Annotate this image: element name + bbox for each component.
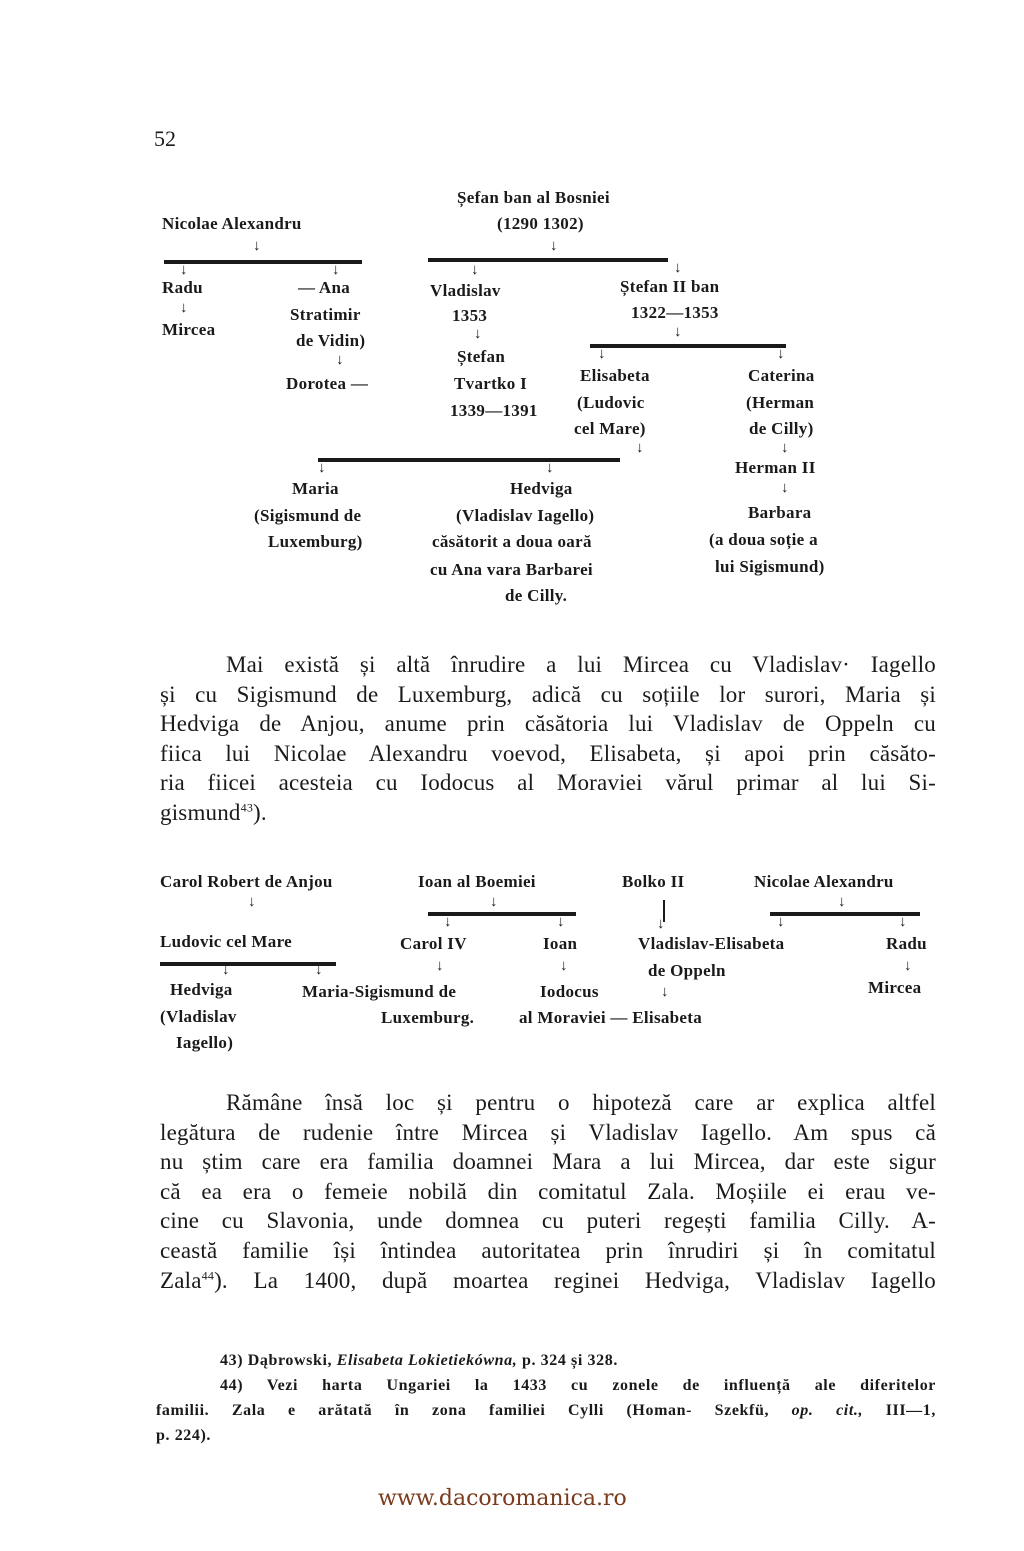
tree1-nicolae: Nicolae Alexandru	[162, 214, 302, 233]
tree2-al-moraviei: al Moraviei — Elisabeta	[519, 1008, 703, 1027]
tree1-vladislav: Vladislav	[430, 281, 501, 300]
text-fragment: familii. Zala e arătată în zona familiei Cylli (Homan- Szekfü,	[156, 1402, 792, 1419]
tree1-de-vidin: de Vidin)	[296, 331, 366, 350]
arrow-down-icon: ↓	[180, 262, 188, 278]
footnote-44-cont	[156, 1398, 936, 1423]
tree2-carol-iv: Carol IV	[400, 934, 467, 953]
footnote-ref-43[interactable]: 43	[240, 800, 254, 815]
tree2-luxemburg: Luxemburg.	[381, 1008, 475, 1027]
tree2-carol-robert: Carol Robert de Anjou	[160, 872, 333, 891]
tree1-barbara-note2: lui Sigismund)	[715, 557, 825, 576]
text-line: și cu Sigismund de Luxemburg, adică cu soțiile lor surori, Maria și	[160, 681, 936, 707]
sibling-bar	[770, 912, 920, 916]
tree2-ioan-boemiei: Ioan al Boemiei	[418, 872, 536, 891]
tree1-dorotea: Dorotea —	[286, 374, 369, 393]
tree2-nicolae: Nicolae Alexandru	[754, 872, 894, 891]
tree2-ioan: Ioan	[543, 934, 578, 953]
text-line	[160, 798, 936, 828]
arrow-down-icon: ↓	[318, 460, 326, 476]
tree2-hedviga: Hedviga	[170, 980, 233, 999]
text-line: că ea era o femeie nobilă din comitatul Zala. Moșiile ei erau ve-	[160, 1178, 936, 1204]
tree1-casatorit: căsătorit a doua oară	[432, 532, 592, 551]
tree2-vladislav: (Vladislav	[160, 1007, 237, 1026]
text-line: fiica lui Nicolae Alexandru voevod, Elisabeta, și apoi prin căsăto-	[160, 740, 936, 766]
footnote-ref-44[interactable]: 44	[201, 1267, 215, 1282]
paragraph-2	[160, 1088, 936, 1295]
footnote-44-end: p. 224).	[156, 1427, 212, 1444]
arrow-down-icon: ↓	[222, 962, 230, 978]
tree1-elisabeta: Elisabeta	[580, 366, 650, 385]
arrow-down-icon: ↓	[471, 262, 479, 278]
tree2-ludovic: Ludovic cel Mare	[160, 932, 292, 951]
text-line: legătura de rudenie între Mircea și Vladislav Iagello. Am spus că	[160, 1119, 936, 1145]
tree1-hedviga: Hedviga	[510, 479, 573, 498]
tree1-herman-ii: Herman II	[735, 458, 816, 477]
text-fragment: 43) Dąbrowski,	[220, 1352, 337, 1369]
tree2-iodocus: Iodocus	[540, 982, 599, 1001]
paragraph-1	[160, 650, 936, 828]
arrow-down-icon: ↓	[180, 300, 188, 316]
arrow-down-icon: ↓	[336, 352, 344, 368]
tree1-stratimir: Stratimir	[290, 305, 361, 324]
text-fragment-italic: Elisabeta Lokietiekówna,	[336, 1352, 518, 1369]
arrow-down-icon: ↓	[436, 958, 444, 974]
arrow-down-icon: ↓	[904, 958, 912, 974]
text-line: Hedviga de Anjou, anume prin căsătoria lui Vladislav de Oppeln cu	[160, 711, 936, 737]
arrow-down-icon: ↓	[490, 894, 498, 910]
text-line: cine cu Slavonia, unde domnea cu puteri regești familia Cilly. A-	[160, 1208, 936, 1234]
tree1-stefan-ii: Ștefan II ban	[620, 277, 720, 296]
tree1-cu-ana: cu Ana vara Barbarei	[430, 560, 593, 579]
text-fragment: Zala	[160, 1267, 202, 1293]
tree1-herman: (Herman	[746, 393, 815, 412]
tree1-vladislav-iagello: (Vladislav Iagello)	[456, 506, 595, 525]
text-line	[160, 1266, 936, 1296]
arrow-down-icon: ↓	[557, 914, 565, 930]
arrow-down-icon: ↓	[598, 346, 606, 362]
tree2-de-oppeln: de Oppeln	[648, 961, 726, 980]
arrow-down-icon: ↓	[777, 346, 785, 362]
text-line: Rămâne însă loc și pentru o hipoteză care ar explica altfel	[226, 1090, 936, 1115]
arrow-down-icon: ↓	[546, 460, 554, 476]
tree1-de-cilly: de Cilly)	[749, 419, 814, 438]
tree2-vladislav-elisabeta: Vladislav-Elisabeta	[638, 934, 785, 953]
arrow-down-icon: ↓	[253, 238, 261, 254]
tree1-mircea: Mircea	[162, 320, 216, 339]
arrow-down-icon: ↓	[781, 440, 789, 456]
tree1-stefan-ii-years: 1322—1353	[631, 303, 719, 322]
tree1-tvartko-years: 1339—1391	[450, 401, 538, 420]
arrow-down-icon: ↓	[899, 914, 907, 930]
arrow-down-icon: ↓	[636, 440, 644, 456]
tree1-vladislav-year: 1353	[452, 306, 488, 325]
arrow-down-icon: ↓	[781, 480, 789, 496]
arrow-down-icon: ↓	[838, 894, 846, 910]
arrow-down-icon: ↓	[777, 914, 785, 930]
tree1-de-cilly2: de Cilly.	[505, 586, 568, 605]
tree1-barbara: Barbara	[748, 503, 812, 522]
arrow-down-icon: ↓	[661, 984, 669, 1000]
sibling-bar	[160, 962, 336, 966]
text-fragment: ). La 1400, după moartea reginei Hedviga, Vladislav Iagello	[214, 1267, 936, 1293]
tree1-tvartko: Tvartko I	[454, 374, 528, 393]
arrow-down-icon: ↓	[550, 238, 558, 254]
arrow-down-icon: ↓	[674, 260, 682, 276]
arrow-down-icon: ↓	[248, 894, 256, 910]
footnote-43	[156, 1348, 936, 1373]
arrow-down-icon: ↓	[674, 324, 682, 340]
tree1-sigismund: (Sigismund de	[254, 506, 362, 525]
tree1-barbara-note1: (a doua soție a	[709, 530, 818, 549]
text-line: ria fiicei acesteia cu Iodocus al Moraviei vărul primar al lui Si-	[160, 770, 936, 796]
tree1-stefan-ban: Șefan ban al Bosniei	[457, 188, 610, 207]
tree1-radu: Radu	[162, 278, 203, 297]
text-fragment: ).	[253, 799, 267, 825]
text-line: Mai există și altă înrudire a lui Mircea cu Vladislav· Iagello	[226, 652, 936, 677]
footnotes	[156, 1348, 936, 1448]
arrow-down-icon: ↓	[560, 958, 568, 974]
footer-watermark: www.dacoromanica.ro	[378, 1486, 627, 1511]
tree1-stefan-ban-years: (1290 1302)	[497, 214, 584, 233]
tree1-caterina: Caterina	[748, 366, 815, 385]
tree1-cel-mare: cel Mare)	[574, 419, 646, 438]
text-fragment: III—1,	[863, 1402, 936, 1419]
tree1-ludovic: (Ludovic	[577, 393, 645, 412]
text-line: nu știm care era familia doamnei Mara a lui Mircea, dar este sigur	[160, 1149, 936, 1175]
tree2-bolko: Bolko II	[622, 872, 685, 891]
footnote-44: 44) Vezi harta Ungariei la 1433 cu zonele de influență ale diferitelor	[220, 1377, 936, 1394]
arrow-down-icon: ↓	[444, 914, 452, 930]
tree2-maria-sigismund: Maria-Sigismund de	[302, 982, 457, 1001]
sibling-bar	[590, 344, 786, 348]
arrow-down-icon: ↓	[315, 962, 323, 978]
arrow-down-icon: ↓	[332, 262, 340, 278]
tree1-stefan-tv: Ștefan	[457, 347, 506, 366]
tree2-mircea: Mircea	[868, 978, 922, 997]
tree2-radu: Radu	[886, 934, 927, 953]
page-number: 52	[154, 126, 176, 151]
text-fragment: gismund	[160, 799, 241, 825]
tree1-ana: — Ana	[298, 278, 351, 297]
arrow-down-icon: ↓	[657, 916, 665, 932]
tree1-luxemburg: Luxemburg)	[268, 532, 363, 551]
tree1-maria: Maria	[292, 479, 339, 498]
text-line: ceastă familie își întindea autoritatea prin înrudiri și în comitatul	[160, 1237, 936, 1263]
sibling-bar	[428, 258, 668, 262]
text-fragment-italic: op. cit.,	[791, 1402, 864, 1419]
tree2-iagello: Iagello)	[176, 1033, 234, 1052]
arrow-down-icon: ↓	[474, 326, 482, 342]
sibling-bar	[318, 458, 620, 462]
text-fragment: p. 324 și 328.	[517, 1352, 618, 1369]
